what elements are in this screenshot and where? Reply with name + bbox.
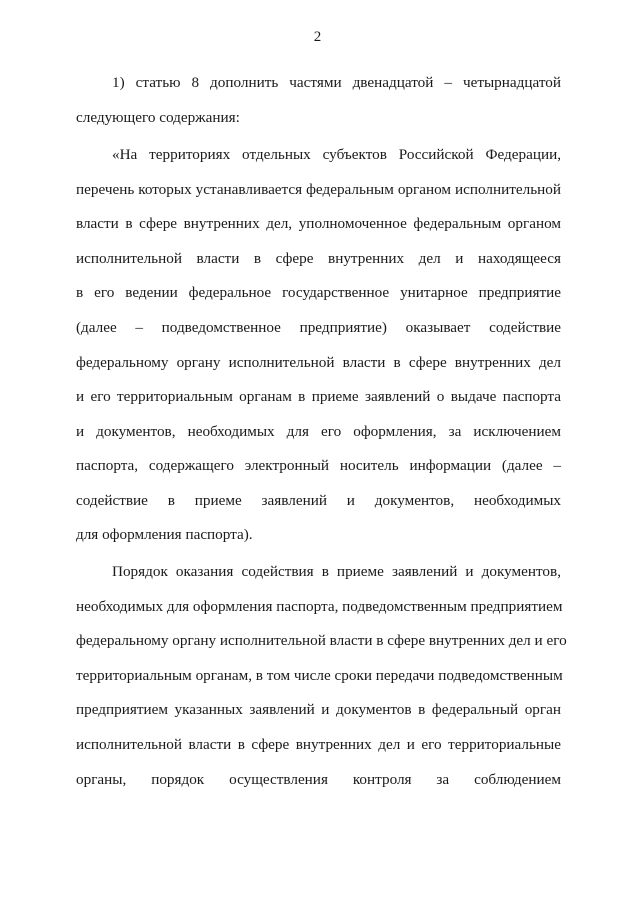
text-line: территориальным органам, в том числе сроки передачи подведомственным bbox=[76, 667, 563, 684]
text-line: исполнительной власти в сфере внутренних дел и находящееся bbox=[76, 250, 561, 267]
text-line: содействие в приеме заявлений и документов, необходимых bbox=[76, 492, 561, 509]
text-line: (далее – подведомственное предприятие) оказывает содействие bbox=[76, 319, 561, 336]
page-number: 2 bbox=[313, 29, 322, 45]
text-line: необходимых для оформления паспорта, подведомственным предприятием bbox=[76, 598, 563, 615]
text-line: власти в сфере внутренних дел, уполномоченное федеральным органом bbox=[76, 215, 561, 232]
text-line: Порядок оказания содействия в приеме заявлений и документов, bbox=[112, 563, 561, 580]
text-line: и его территориальным органам в приеме заявлений о выдаче паспорта bbox=[76, 388, 561, 405]
text-line: перечень которых устанавливается федеральным органом исполнительной bbox=[76, 181, 561, 198]
text-line: исполнительной власти в сфере внутренних дел и его территориальные bbox=[76, 736, 561, 753]
text-line: 1) статью 8 дополнить частями двенадцатой – четырнадцатой bbox=[112, 74, 561, 91]
text-line: для оформления паспорта). bbox=[76, 526, 253, 543]
text-line: паспорта, содержащего электронный носитель информации (далее – bbox=[76, 457, 561, 474]
text-line: в его ведении федеральное государственное унитарное предприятие bbox=[76, 284, 561, 301]
text-line: федеральному органу исполнительной власти в сфере внутренних дел и его bbox=[76, 632, 567, 649]
text-line: следующего содержания: bbox=[76, 109, 240, 126]
text-line: федеральному органу исполнительной власти в сфере внутренних дел bbox=[76, 354, 561, 371]
text-line: предприятием указанных заявлений и документов в федеральный орган bbox=[76, 701, 561, 718]
text-line: «На территориях отдельных субъектов Российской Федерации, bbox=[112, 146, 561, 163]
text-line: и документов, необходимых для его оформления, за исключением bbox=[76, 423, 561, 440]
text-line: органы, порядок осуществления контроля за соблюдением bbox=[76, 771, 561, 788]
